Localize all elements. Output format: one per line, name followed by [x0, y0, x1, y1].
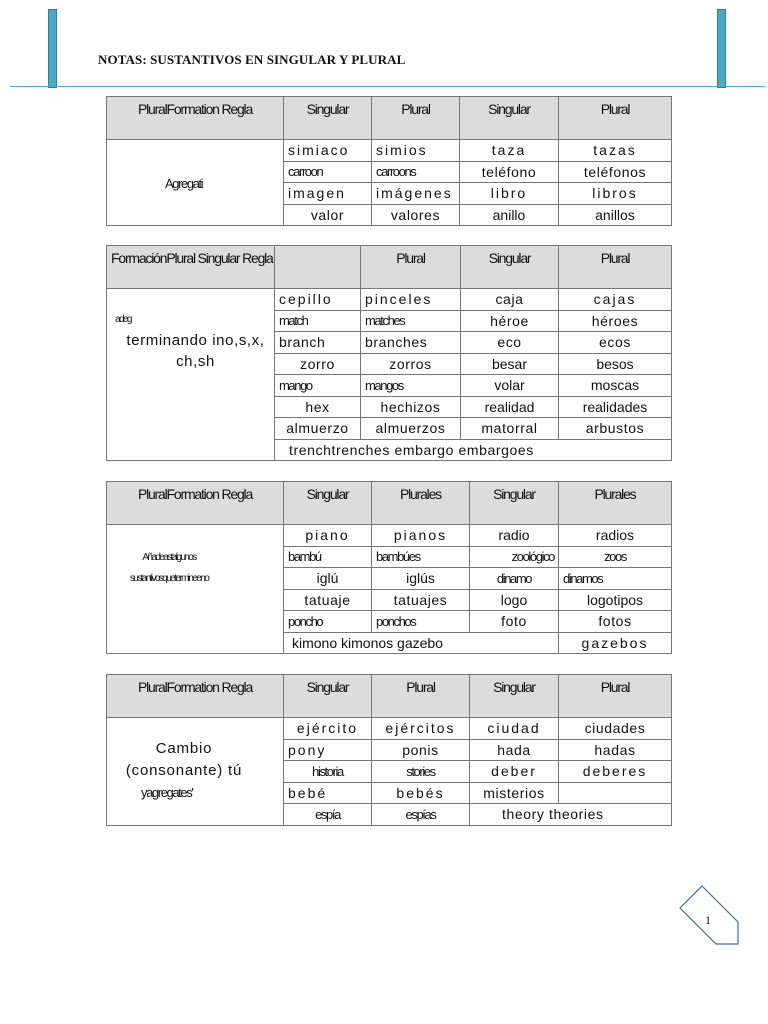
table-cell: matches [361, 310, 461, 332]
header-singular: Singular [470, 482, 559, 525]
table-row [107, 718, 672, 740]
header-bar-right [717, 9, 726, 88]
table-cell: arbustos [559, 418, 672, 440]
table-cell: hada [470, 739, 559, 761]
table-cell: iglús [372, 568, 470, 590]
table-cell: espías [372, 804, 470, 826]
table-cell: historia [284, 761, 372, 783]
table-cell: héroe [461, 310, 559, 332]
table-cell: mangos [361, 375, 461, 397]
table-cell: taza [460, 140, 559, 162]
notes-table-3 [106, 481, 672, 654]
header-rule [10, 86, 765, 87]
header-singular: Singular [284, 675, 372, 718]
table-cell: pony [284, 739, 372, 761]
table-cell: tatuaje [284, 589, 372, 611]
rule-text: Añadeastalgunos sustantivosquetermineeno [129, 552, 209, 584]
table-cell: carroon [284, 161, 372, 183]
table-cell: realidades [559, 396, 672, 418]
rule-text: Cambio (consonante) tú [125, 740, 243, 779]
table-cell: ecos [559, 332, 672, 354]
table-cell: valores [372, 204, 460, 226]
table-cell: logo [470, 589, 559, 611]
table-cell: poncho [284, 611, 372, 633]
table-cell: radio [470, 525, 559, 547]
header-plural: Plural [559, 246, 672, 289]
table-cell: theory theories [470, 804, 672, 826]
table-cell: almuerzos [361, 418, 461, 440]
header-singular: Singular [284, 482, 372, 525]
table-cell: tazas [559, 140, 672, 162]
table-cell: deberes [559, 761, 672, 783]
table-header-row [107, 482, 672, 525]
table-cell: cajas [559, 289, 672, 311]
table-cell: hadas [559, 739, 672, 761]
table-cell: cepillo [275, 289, 361, 311]
table-cell: misterios [470, 782, 559, 804]
table-header-row [107, 246, 672, 289]
table-cell: imagen [284, 183, 372, 205]
table-cell: ciudad [470, 718, 559, 740]
header-bar-left [48, 9, 57, 88]
table-cell: mango [275, 375, 361, 397]
notes-table-2 [106, 245, 672, 461]
table-row [107, 525, 672, 547]
table-cell: besar [461, 353, 559, 375]
table-cell: pianos [372, 525, 470, 547]
header-plural: Plural [361, 246, 461, 289]
table-row [107, 289, 672, 311]
table-cell: bambú [284, 546, 372, 568]
rule-cell [107, 718, 284, 826]
table-cell: matorral [461, 418, 559, 440]
rule-text: Agregati [165, 175, 203, 191]
table-cell: fotos [559, 611, 672, 633]
table-cell: valor [284, 204, 372, 226]
rule-cell [107, 289, 275, 461]
table-cell: zoológico [470, 546, 559, 568]
header-plural: Plural [559, 97, 672, 140]
table-cell: branches [361, 332, 461, 354]
table-cell: besos [559, 353, 672, 375]
table-cell: hex [275, 396, 361, 418]
table-cell: realidad [461, 396, 559, 418]
table-cell: bebés [372, 782, 470, 804]
header-plural: Plural [559, 675, 672, 718]
header-plural: Plurales [372, 482, 470, 525]
table-cell: zorros [361, 353, 461, 375]
table-cell: stories [372, 761, 470, 783]
table-cell: caja [461, 289, 559, 311]
table-cell: gazebos [559, 632, 672, 654]
table-cell: match [275, 310, 361, 332]
rule-cell [107, 525, 284, 654]
table-cell: teléfonos [559, 161, 672, 183]
table-cell: dinamos [559, 568, 672, 590]
table-header-row [107, 675, 672, 718]
header-singular: Singular [470, 675, 559, 718]
table-cell: ciudades [559, 718, 672, 740]
notes-table-4 [106, 674, 672, 826]
table-header-row [107, 97, 672, 140]
table-cell: zorro [275, 353, 361, 375]
table-cell: hechizos [361, 396, 461, 418]
table-cell: radios [559, 525, 672, 547]
header-singular: Singular [460, 97, 559, 140]
header-plural: Plurales [559, 482, 672, 525]
table-cell: simios [372, 140, 460, 162]
header-rule-col: PluralFormation Regla [107, 97, 284, 140]
table-cell: libro [460, 183, 559, 205]
table-cell: almuerzo [275, 418, 361, 440]
table-cell: ponis [372, 739, 470, 761]
header-plural: Plural [372, 675, 470, 718]
table-cell: moscas [559, 375, 672, 397]
rule-cell [107, 140, 284, 226]
table-cell: anillo [460, 204, 559, 226]
table-cell: anillos [559, 204, 672, 226]
header-rule-col: PluralFormation Regla [107, 482, 284, 525]
table-cell: imágenes [372, 183, 460, 205]
table-row [107, 140, 672, 162]
table-cell [559, 782, 672, 804]
table-cell: tatuajes [372, 589, 470, 611]
table-cell: espía [284, 804, 372, 826]
page-number: 1 [705, 913, 711, 927]
table-cell: deber [470, 761, 559, 783]
table-cell: simiaco [284, 140, 372, 162]
notes-table-1 [106, 96, 672, 226]
table-cell: kimono kimonos gazebo [284, 632, 559, 654]
table-cell: pinceles [361, 289, 461, 311]
table-cell: dinamo [470, 568, 559, 590]
header-rule-col: FormaciónPlural Singular Regla [107, 246, 275, 289]
header-plural: Plural [372, 97, 460, 140]
rule-text: terminando ino,s,x, ch,sh [126, 332, 265, 370]
table-cell: ponchos [372, 611, 470, 633]
table-cell: iglú [284, 568, 372, 590]
table-cell: piano [284, 525, 372, 547]
header-rule-col: PluralFormation Regla [107, 675, 284, 718]
table-cell: foto [470, 611, 559, 633]
rule-small-text: yagregates' [141, 785, 193, 800]
table-cell: bambúes [372, 546, 470, 568]
table-cell: ejército [284, 718, 372, 740]
table-cell: logotipos [559, 589, 672, 611]
page-title: NOTAS: SUSTANTIVOS EN SINGULAR Y PLURAL [98, 52, 406, 67]
table-cell: trenchtrenches embargo embargoes [275, 439, 672, 461]
table-cell: branch [275, 332, 361, 354]
header-singular: Singular [461, 246, 559, 289]
table-cell: héroes [559, 310, 672, 332]
table-cell: libros [559, 183, 672, 205]
table-cell: teléfono [460, 161, 559, 183]
table-cell: bebé [284, 782, 372, 804]
header-blank [275, 246, 361, 289]
rule-small-text: adeg [115, 314, 131, 325]
table-cell: carroons [372, 161, 460, 183]
table-cell: volar [461, 375, 559, 397]
table-cell: ejércitos [372, 718, 470, 740]
table-cell: zoos [559, 546, 672, 568]
table-cell: eco [461, 332, 559, 354]
header-singular: Singular [284, 97, 372, 140]
